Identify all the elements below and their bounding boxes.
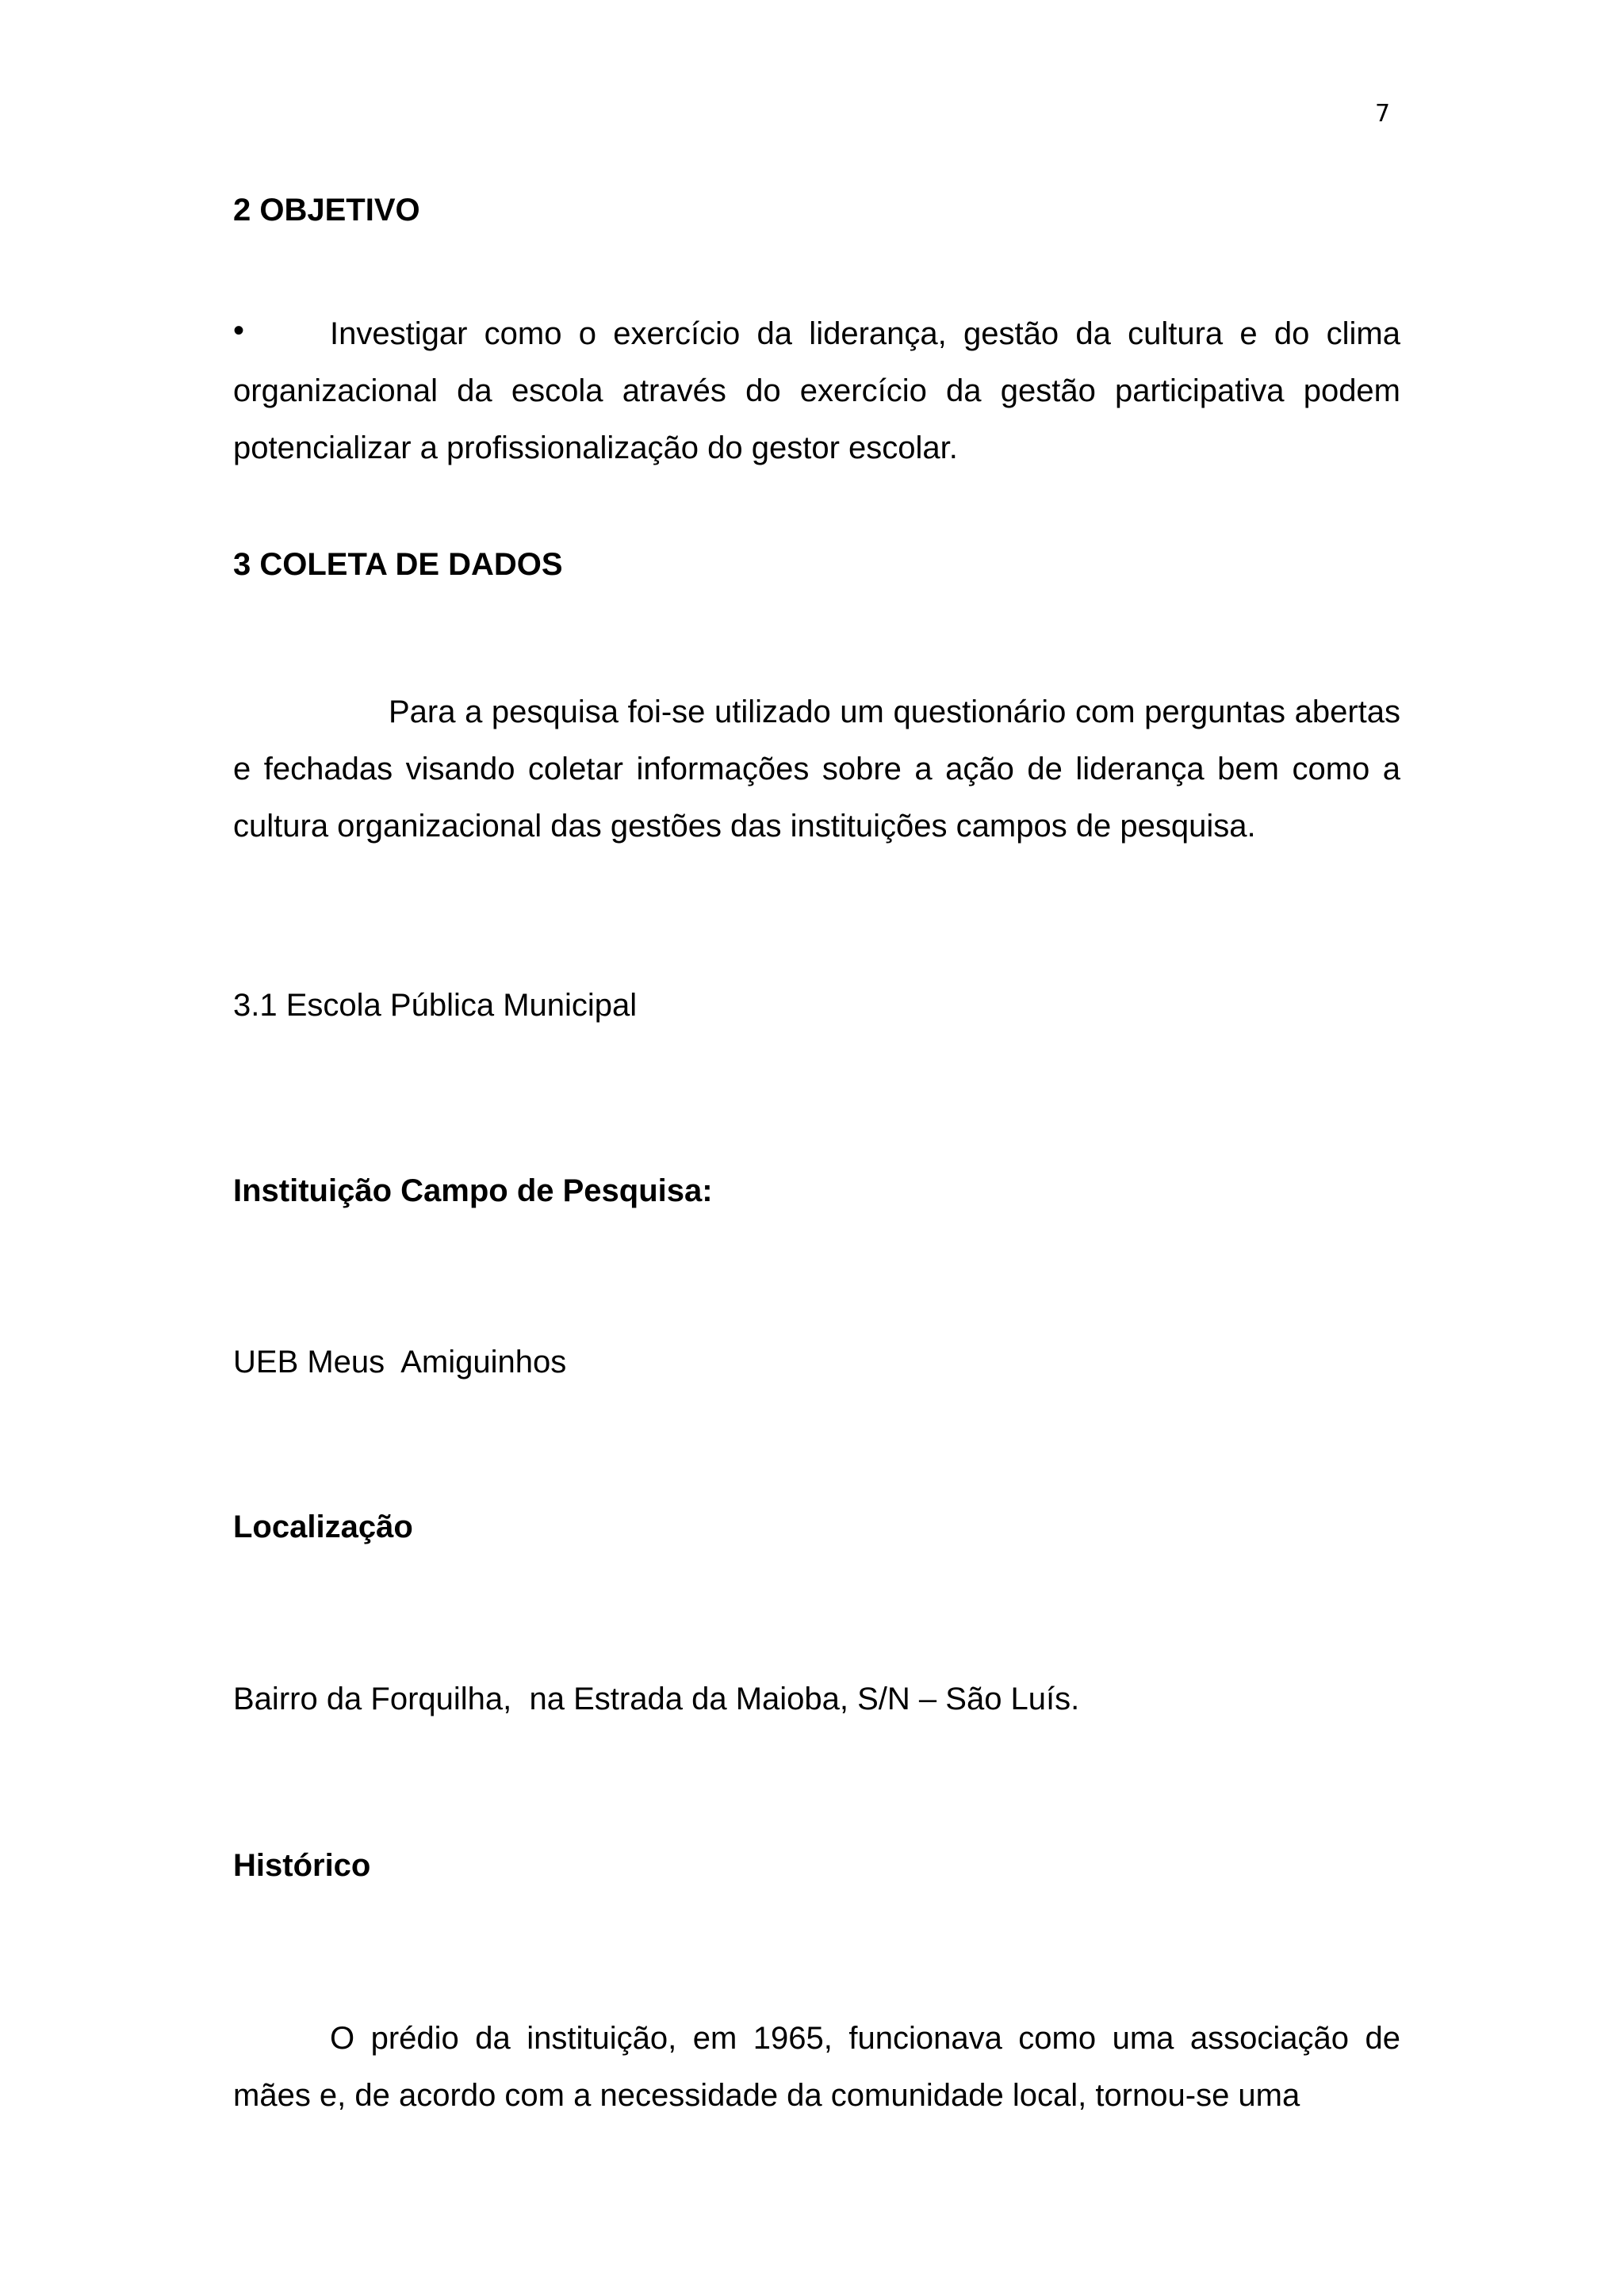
coleta-paragraph: Para a pesquisa foi-se utilizado um questionário com perguntas abertas e fechadas visando coletar informações sobre a ação de liderança bem como a cultura organizacional das gestões das instituições campos de pesquisa. xyxy=(233,695,1400,844)
page-number: 7 xyxy=(1375,100,1391,128)
instituicao-value: UEB Meus Amiguinhos xyxy=(233,1345,567,1380)
historico-paragraph: O prédio da instituição, em 1965, funcionava como uma associação de mães e, de acordo com a necessidade da comunidade local, tornou-se uma xyxy=(233,2021,1400,2113)
bullet-point: • xyxy=(233,313,245,348)
section-heading-coleta-de-dados: 3 COLETA DE DADOS xyxy=(233,547,563,582)
historico-label: Histórico xyxy=(233,1848,371,1883)
objetivo-paragraph: Investigar como o exercício da liderança, gestão da cultura e do clima organizacional da escola através do exercício da gestão participativa podem potencializar a profissionalização do gestor escolar. xyxy=(233,316,1400,465)
subsection-title: 3.1 Escola Pública Municipal xyxy=(233,988,638,1023)
localizacao-value: Bairro da Forquilha, na Estrada da Maioba, S/N – São Luís. xyxy=(233,1682,1080,1716)
instituicao-label: Instituição Campo de Pesquisa: xyxy=(233,1173,713,1208)
section-heading-objetivo: 2 OBJETIVO xyxy=(233,193,420,228)
localizacao-label: Localização xyxy=(233,1510,413,1544)
